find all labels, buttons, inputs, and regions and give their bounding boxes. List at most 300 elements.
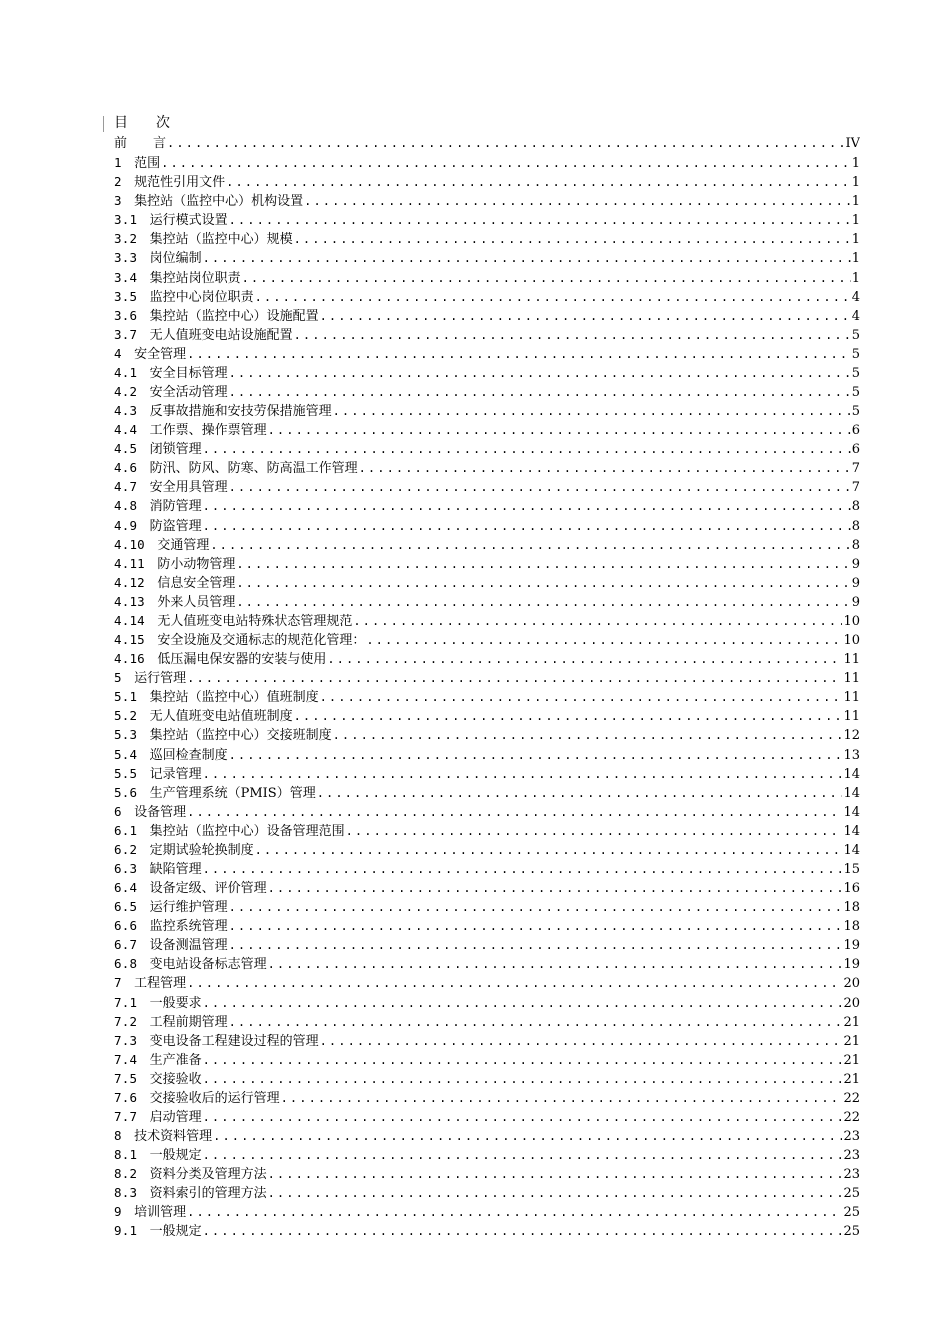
toc-entry[interactable]: [114, 840, 860, 859]
toc-entry[interactable]: [114, 1050, 860, 1069]
toc-entry-title: 安全设施及交通标志的规范化管理：: [157, 633, 366, 649]
toc-entry[interactable]: [114, 382, 860, 401]
toc-entry-number: 6.5: [114, 899, 138, 915]
toc-entry[interactable]: [114, 153, 860, 172]
toc-list: [114, 134, 860, 1241]
toc-entry-page: 14: [843, 842, 860, 858]
toc-dot-leader: [203, 860, 843, 878]
toc-entry-gap: [137, 879, 149, 897]
toc-entry[interactable]: [114, 229, 860, 248]
toc-entry-page: 8: [851, 499, 860, 515]
toc-entry[interactable]: [114, 973, 860, 992]
toc-entry-title: 交通管理: [157, 537, 210, 553]
toc-entry-number: 6.6: [114, 918, 138, 934]
toc-entry-page: 5: [851, 327, 860, 343]
toc-entry-page: 8: [851, 537, 860, 553]
toc-entry-number: 2: [114, 174, 122, 190]
toc-entry-title: 技术资料管理: [134, 1129, 213, 1145]
toc-entry[interactable]: [114, 1107, 860, 1126]
toc-entry-gap: [145, 536, 157, 554]
toc-dot-leader: [317, 784, 843, 802]
toc-dot-leader: [229, 917, 843, 935]
toc-entry-number: 7.1: [114, 994, 138, 1010]
toc-entry-page: 14: [843, 823, 860, 839]
toc-entry-number: 7.4: [114, 1051, 138, 1067]
toc-entry[interactable]: [114, 1145, 860, 1164]
toc-entry-gap: [137, 497, 149, 515]
toc-entry-gap: [137, 860, 149, 878]
toc-entry-number: 4.15: [114, 632, 145, 648]
toc-dot-leader: [294, 707, 843, 725]
toc-dot-leader: [304, 192, 851, 210]
toc-entry-page: 1: [851, 251, 860, 267]
toc-entry[interactable]: [114, 954, 860, 973]
toc-dot-leader: [203, 497, 851, 515]
toc-entry-page: 1: [851, 156, 860, 172]
toc-entry-page: 21: [843, 1033, 860, 1049]
toc-dot-leader: [320, 307, 851, 325]
toc-entry-number: 9: [114, 1204, 122, 1220]
toc-entry[interactable]: [114, 287, 860, 306]
toc-entry-title: 工程前期管理: [149, 1014, 228, 1030]
toc-entry-page: 7: [851, 461, 860, 477]
toc-entry-page: 11: [843, 671, 860, 687]
toc-entry[interactable]: [114, 783, 860, 802]
toc-dot-leader: [366, 631, 842, 649]
toc-entry-gap: [137, 936, 149, 954]
toc-entry-page: 11: [843, 709, 860, 725]
toc-entry-title: 安全用具管理: [149, 480, 228, 496]
toc-entry-page: 1: [851, 232, 860, 248]
toc-entry-number: 3.2: [114, 231, 138, 247]
toc-entry-page: 16: [843, 881, 860, 897]
toc-entry[interactable]: [114, 248, 860, 267]
toc-entry-gap: [137, 307, 149, 325]
toc-entry-gap: [137, 822, 149, 840]
toc-entry-number: 4.4: [114, 422, 138, 438]
toc-entry-gap: [145, 593, 157, 611]
toc-entry-gap: [137, 1184, 149, 1202]
toc-entry[interactable]: [114, 496, 860, 515]
toc-entry-title: 集控站（监控中心）交接班制度: [149, 728, 332, 744]
toc-entry-gap: [137, 326, 149, 344]
toc-dot-leader: [327, 650, 842, 668]
toc-dot-leader: [167, 134, 844, 153]
toc-entry[interactable]: [114, 687, 860, 706]
toc-entry[interactable]: [114, 916, 860, 935]
toc-entry-gap: [137, 383, 149, 401]
toc-dot-leader: [226, 173, 851, 191]
toc-entry-gap: [137, 1070, 149, 1088]
toc-entry-title: 集控站（监控中心）规模: [149, 232, 293, 248]
toc-entry-number: 6.8: [114, 956, 138, 972]
toc-entry[interactable]: [114, 859, 860, 878]
toc-entry-number: 4.11: [114, 555, 145, 571]
toc-entry-gap: [137, 1108, 149, 1126]
toc-entry-number: 5: [114, 670, 122, 686]
toc-dot-leader: [346, 822, 843, 840]
toc-entry[interactable]: [114, 764, 860, 783]
toc-entry-title: 生产准备: [149, 1052, 202, 1068]
toc-dot-leader: [333, 726, 843, 744]
toc-entry-page: 22: [843, 1090, 860, 1106]
toc-entry-title: 范围: [134, 156, 161, 172]
toc-dot-leader: [229, 898, 843, 916]
toc-dot-leader: [268, 879, 843, 897]
toc-entry[interactable]: [114, 802, 860, 821]
toc-entry-number: 6: [114, 803, 122, 819]
toc-entry-gap: [122, 1203, 134, 1221]
toc-entry-title: 交接验收后的运行管理: [149, 1090, 280, 1106]
toc-entry-title: 变电设备工程建设过程的管理: [149, 1033, 319, 1049]
toc-entry-number: 3.6: [114, 307, 138, 323]
toc-entry-page: 5: [851, 385, 860, 401]
toc-entry-number: 8.3: [114, 1185, 138, 1201]
toc-dot-leader: [203, 517, 851, 535]
toc-entry[interactable]: [114, 554, 860, 573]
toc-entry-number: 7.5: [114, 1070, 138, 1086]
toc-entry-gap: [137, 421, 149, 439]
toc-dot-leader: [203, 994, 843, 1012]
toc-entry-number: 9.1: [114, 1223, 138, 1239]
toc-entry[interactable]: [114, 1012, 860, 1031]
toc-entry-title: 集控站（监控中心）设施配置: [149, 308, 319, 324]
toc-dot-leader: [236, 593, 850, 611]
toc-entry-number: 6.7: [114, 937, 138, 953]
toc-entry-title: 集控站岗位职责: [149, 270, 241, 286]
toc-entry[interactable]: [114, 725, 860, 744]
toc-entry-page: 7: [851, 480, 860, 496]
toc-dot-leader: [161, 154, 851, 172]
toc-dot-leader: [229, 383, 851, 401]
toc-entry-title: 工作票、操作票管理: [149, 423, 267, 439]
toc-dot-leader: [268, 955, 843, 973]
toc-entry-title: 定期试验轮换制度: [149, 842, 254, 858]
toc-entry-gap: [137, 1032, 149, 1050]
toc-entry-gap: [137, 1089, 149, 1107]
toc-entry[interactable]: [114, 210, 860, 229]
toc-entry-number: 7.3: [114, 1032, 138, 1048]
toc-entry-title: 监控中心岗位职责: [149, 289, 254, 305]
toc-entry-gap: [122, 669, 134, 687]
toc-entry-number: 5.5: [114, 765, 138, 781]
toc-entry-gap: [137, 726, 149, 744]
toc-entry-page: 4: [851, 289, 860, 305]
toc-dot-leader: [294, 326, 851, 344]
toc-entry-gap: [137, 269, 149, 287]
toc-entry-title: 集控站（监控中心）值班制度: [149, 690, 319, 706]
toc-entry-number: 4.16: [114, 651, 145, 667]
toc-entry-page: 11: [843, 652, 860, 668]
toc-entry[interactable]: [114, 1126, 860, 1145]
toc-entry[interactable]: [114, 993, 860, 1012]
toc-dot-leader: [229, 1013, 843, 1031]
toc-entry-title: 缺陷管理: [149, 861, 202, 877]
toc-entry-number: 4: [114, 345, 122, 361]
toc-entry-gap: [137, 898, 149, 916]
toc-entry-page: 23: [843, 1129, 860, 1145]
toc-entry-number: 1: [114, 155, 122, 171]
toc-entry[interactable]: [114, 268, 860, 287]
toc-entry-page: 1: [851, 213, 860, 229]
toc-dot-leader: [236, 555, 850, 573]
toc-entry[interactable]: [114, 420, 860, 439]
toc-entry-number: 5.6: [114, 784, 138, 800]
toc-dot-leader: [203, 1108, 843, 1126]
toc-entry-page: 6: [851, 442, 860, 458]
toc-entry[interactable]: [114, 1088, 860, 1107]
toc-entry[interactable]: [114, 401, 860, 420]
toc-dot-leader: [236, 574, 850, 592]
toc-entry-gap: [137, 784, 149, 802]
toc-entry-gap: [122, 803, 134, 821]
toc-entry-number: 5.2: [114, 708, 138, 724]
toc-entry[interactable]: [114, 1221, 860, 1240]
toc-entry[interactable]: [114, 668, 860, 687]
toc-entry-gap: [145, 650, 157, 668]
toc-entry-gap: [137, 707, 149, 725]
toc-entry[interactable]: [114, 439, 860, 458]
toc-entry-page: 19: [843, 957, 860, 973]
toc-entry-number: 8.1: [114, 1147, 138, 1163]
toc-entry-number: 8.2: [114, 1166, 138, 1182]
toc-entry-title: 巡回检查制度: [149, 747, 228, 763]
toc-entry-title: 外来人员管理: [157, 594, 236, 610]
toc-entry-title: 规范性引用文件: [134, 175, 226, 191]
toc-entry-page: 8: [851, 518, 860, 534]
toc-entry-title: 运行维护管理: [149, 900, 228, 916]
toc-entry-page: 5: [851, 346, 860, 362]
toc-dot-leader: [359, 459, 851, 477]
toc-entry[interactable]: [114, 1031, 860, 1050]
toc-entry-page: 6: [851, 423, 860, 439]
toc-entry-gap: [137, 211, 149, 229]
toc-entry-title: 消防管理: [149, 499, 202, 515]
toc-entry[interactable]: [114, 706, 860, 725]
toc-entry-page: 4: [851, 308, 860, 324]
toc-entry[interactable]: [114, 306, 860, 325]
toc-entry-gap: [137, 1146, 149, 1164]
margin-marker: [103, 116, 104, 132]
toc-entry-number: 3.1: [114, 212, 138, 228]
toc-entry-gap: [122, 345, 134, 363]
toc-entry-gap: [137, 230, 149, 248]
toc-entry-title: 无人值班变电站特殊状态管理规范: [157, 613, 353, 629]
toc-entry[interactable]: [114, 935, 860, 954]
toc-entry-title: 培训管理: [134, 1205, 187, 1221]
toc-entry[interactable]: [114, 1069, 860, 1088]
toc-entry[interactable]: [114, 363, 860, 382]
toc-entry-page: 21: [843, 1052, 860, 1068]
toc-dot-leader: [255, 841, 843, 859]
toc-entry-page: 25: [843, 1186, 860, 1202]
toc-entry-page: 9: [851, 575, 860, 591]
toc-dot-leader: [281, 1089, 843, 1107]
toc-entry[interactable]: [114, 172, 860, 191]
toc-entry-gap: [122, 173, 134, 191]
toc-entry-page: 9: [851, 556, 860, 572]
toc-entry[interactable]: [114, 592, 860, 611]
toc-entry-title: 运行管理: [134, 671, 187, 687]
toc-entry-gap: [145, 612, 157, 630]
toc-entry-gap: [137, 459, 149, 477]
toc-entry-page: 19: [843, 938, 860, 954]
toc-entry-gap: [122, 974, 134, 992]
toc-entry[interactable]: [114, 649, 860, 668]
toc-dot-leader: [203, 765, 843, 783]
toc-dot-leader: [229, 746, 843, 764]
toc-entry-number: 7: [114, 975, 122, 991]
toc-dot-leader: [203, 1070, 843, 1088]
toc-entry-gap: [137, 364, 149, 382]
toc-entry-title: 资料索引的管理方法: [149, 1186, 267, 1202]
toc-entry-number: 8: [114, 1128, 122, 1144]
toc-entry-page: 14: [843, 785, 860, 801]
toc-dot-leader: [320, 688, 843, 706]
toc-entry-title: 前 言: [114, 136, 167, 151]
toc-entry-number: 4.9: [114, 517, 138, 533]
toc-dot-leader: [203, 440, 851, 458]
toc-entry[interactable]: [114, 191, 860, 210]
toc-entry-gap: [145, 555, 157, 573]
toc-entry-number: 6.2: [114, 841, 138, 857]
toc-entry-title: 设备定级、评价管理: [149, 881, 267, 897]
toc-entry-number: 7.7: [114, 1108, 138, 1124]
toc-entry[interactable]: [114, 745, 860, 764]
toc-entry-title: 设备测温管理: [149, 938, 228, 954]
toc-entry-page: 10: [843, 613, 860, 629]
toc-entry-title: 设备管理: [134, 804, 187, 820]
toc-entry-number: 4.2: [114, 384, 138, 400]
toc-entry-gap: [137, 746, 149, 764]
toc-entry-title: 资料分类及管理方法: [149, 1167, 267, 1183]
toc-entry-page: 20: [843, 995, 860, 1011]
toc-dot-leader: [242, 269, 851, 287]
toc-entry-number: 6.3: [114, 860, 138, 876]
toc-entry-title: 防汛、防风、防寒、防高温工作管理: [149, 461, 358, 477]
toc-entry-number: 4.12: [114, 574, 145, 590]
toc-dot-leader: [333, 402, 851, 420]
toc-entry-page: 10: [843, 633, 860, 649]
toc-entry-number: 7.2: [114, 1013, 138, 1029]
toc-entry-page: 9: [851, 594, 860, 610]
toc-dot-leader: [255, 288, 851, 306]
toc-entry-title: 记录管理: [149, 766, 202, 782]
toc-dot-leader: [229, 364, 851, 382]
toc-entry-gap: [122, 154, 134, 172]
toc-entry-gap: [137, 1222, 149, 1240]
toc-entry[interactable]: [114, 1183, 860, 1202]
toc-entry-gap: [122, 1127, 134, 1145]
toc-entry-title: 集控站（监控中心）机构设置: [134, 194, 304, 210]
toc-entry-number: 4.10: [114, 536, 145, 552]
toc-entry[interactable]: [114, 821, 860, 840]
toc-entry-title: 闭锁管理: [149, 442, 202, 458]
toc-entry-title: 交接验收: [149, 1071, 202, 1087]
toc-entry-number: 3.3: [114, 250, 138, 266]
toc-entry-page: 23: [843, 1167, 860, 1183]
toc-entry-page: 13: [843, 747, 860, 763]
toc-entry-page: 25: [843, 1205, 860, 1221]
toc-entry[interactable]: [114, 1202, 860, 1221]
toc-entry-number: 4.14: [114, 612, 145, 628]
toc-entry[interactable]: [114, 477, 860, 496]
toc-dot-leader: [229, 211, 851, 229]
toc-entry-page: 20: [843, 976, 860, 992]
toc-entry-title: 运行模式设置: [149, 213, 228, 229]
toc-entry-title: 一般规定: [149, 1224, 202, 1240]
toc-entry-page: 11: [843, 690, 860, 706]
toc-entry-number: 3.7: [114, 326, 138, 342]
toc-entry-title: 防盗管理: [149, 518, 202, 534]
toc-entry[interactable]: [114, 535, 860, 554]
toc-dot-leader: [187, 345, 851, 363]
toc-entry-page: 14: [843, 766, 860, 782]
toc-entry-gap: [137, 841, 149, 859]
toc-entry-number: 4.7: [114, 479, 138, 495]
toc-entry-number: 4.13: [114, 593, 145, 609]
toc-entry-number: 4.5: [114, 441, 138, 457]
toc-entry-page: 21: [843, 1071, 860, 1087]
toc-entry[interactable]: [114, 134, 860, 153]
toc-dot-leader: [268, 1184, 843, 1202]
toc-entry-number: 5.1: [114, 689, 138, 705]
toc-entry-title: 无人值班变电站值班制度: [149, 709, 293, 725]
toc-entry[interactable]: [114, 897, 860, 916]
toc-dot-leader: [187, 669, 842, 687]
toc-dot-leader: [353, 612, 842, 630]
toc-entry-gap: [122, 192, 134, 210]
toc-entry-gap: [137, 1013, 149, 1031]
toc-entry-gap: [137, 517, 149, 535]
toc-dot-leader: [213, 1127, 842, 1145]
toc-entry-gap: [137, 440, 149, 458]
toc-entry[interactable]: [114, 516, 860, 535]
toc-dot-leader: [203, 249, 851, 267]
toc-entry-gap: [137, 688, 149, 706]
toc-entry-gap: [137, 994, 149, 1012]
toc-dot-leader: [187, 803, 842, 821]
toc-entry-title: 工程管理: [134, 976, 187, 992]
toc-entry[interactable]: [114, 458, 860, 477]
toc-dot-leader: [320, 1032, 843, 1050]
toc-entry-title: 岗位编制: [149, 251, 202, 267]
toc-entry-title: 集控站（监控中心）设备管理范围: [149, 823, 345, 839]
toc-entry[interactable]: [114, 611, 860, 630]
toc-entry-gap: [145, 631, 157, 649]
toc-entry-title: 安全活动管理: [149, 385, 228, 401]
toc-entry-number: 3.4: [114, 269, 138, 285]
toc-entry-title: 一般要求: [149, 995, 202, 1011]
toc-entry-title: 反事故措施和安技劳保措施管理: [149, 404, 332, 420]
toc-dot-leader: [268, 421, 851, 439]
toc-entry-page: 22: [843, 1109, 860, 1125]
toc-entry-gap: [137, 765, 149, 783]
toc-entry-page: 1: [851, 270, 860, 286]
toc-entry[interactable]: [114, 878, 860, 897]
toc-entry-title: 一般规定: [149, 1148, 202, 1164]
toc-entry-title: 信息安全管理: [157, 575, 236, 591]
toc-entry[interactable]: [114, 573, 860, 592]
toc-entry[interactable]: [114, 325, 860, 344]
toc-entry-page: 15: [843, 861, 860, 877]
toc-entry[interactable]: [114, 344, 860, 363]
toc-entry-number: 3.5: [114, 288, 138, 304]
toc-entry[interactable]: [114, 1164, 860, 1183]
toc-entry[interactable]: [114, 630, 860, 649]
toc-entry-number: 5.4: [114, 746, 138, 762]
toc-entry-title: 安全管理: [134, 346, 187, 362]
